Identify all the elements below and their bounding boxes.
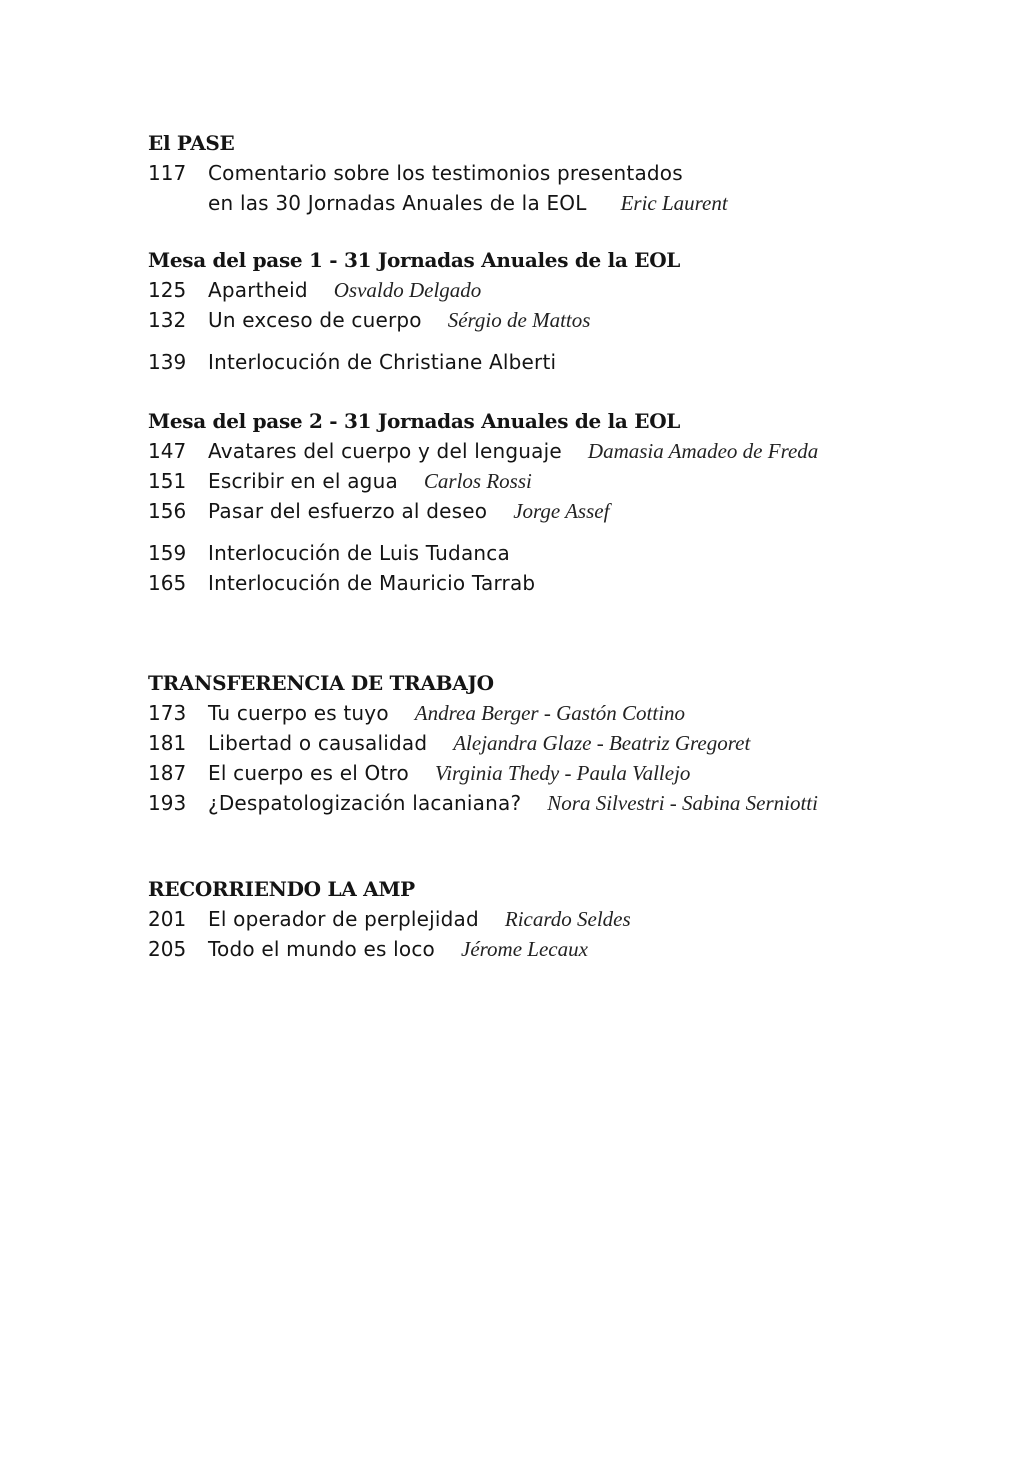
toc-entry (148, 934, 968, 964)
entry-author: Sérgio de Mattos (447, 308, 591, 332)
entry-title: El cuerpo es el Otro (208, 761, 409, 785)
entry-title: Escribir en el agua (208, 469, 398, 493)
entry-title: Tu cuerpo es tuyo (208, 701, 389, 725)
entry-title: Un exceso de cuerpo (208, 308, 422, 332)
entry-title: Interlocución de Christiane Alberti (208, 350, 557, 374)
page-number: 139 (148, 350, 187, 374)
toc-entry (148, 728, 968, 758)
page-number: 125 (148, 278, 187, 302)
entry-author: Nora Silvestri - Sabina Serniotti (547, 791, 818, 815)
entry-title: Comentario sobre los testimonios presentados (208, 161, 683, 185)
toc-entry (148, 347, 968, 377)
entry-title: Todo el mundo es loco (208, 937, 435, 961)
section-heading: TRANSFERENCIA DE TRABAJO (148, 671, 494, 695)
section-mesa-del-pase-2 (148, 406, 968, 598)
entry-author: Jorge Assef (513, 499, 610, 523)
entry-author: Eric Laurent (620, 191, 728, 215)
page-number: 165 (148, 571, 187, 595)
toc-entry (148, 275, 968, 305)
section-heading: Mesa del pase 1 - 31 Jornadas Anuales de la EOL (148, 248, 681, 272)
entry-author: Virginia Thedy - Paula Vallejo (434, 761, 691, 785)
entry-title-continued: en las 30 Jornadas Anuales de la EOL (208, 191, 587, 215)
entry-title: Interlocución de Mauricio Tarrab (208, 571, 536, 595)
entry-title: Interlocución de Luis Tudanca (208, 541, 510, 565)
toc-entry (148, 698, 968, 728)
page-number: 181 (148, 731, 187, 755)
toc-entry (148, 496, 968, 526)
entry-title: El operador de perplejidad (208, 907, 479, 931)
entry-title: ¿Despatologización lacaniana? (208, 791, 522, 815)
entry-author: Andrea Berger - Gastón Cottino (414, 701, 686, 725)
page-number: 132 (148, 308, 187, 332)
section-heading: RECORRIENDO LA AMP (148, 877, 415, 901)
toc-entry-continuation (148, 188, 968, 218)
entry-title: Apartheid (208, 278, 308, 302)
entry-author: Osvaldo Delgado (333, 278, 482, 302)
page-number: 187 (148, 761, 187, 785)
entry-title: Libertad o causalidad (208, 731, 428, 755)
entry-title: Avatares del cuerpo y del lenguaje (208, 439, 562, 463)
page-number: 159 (148, 541, 187, 565)
section-heading: Mesa del pase 2 - 31 Jornadas Anuales de la EOL (148, 409, 681, 433)
toc-entry (148, 158, 968, 188)
entry-author: Carlos Rossi (423, 469, 532, 493)
page-number: 205 (148, 937, 187, 961)
toc-entry (148, 436, 968, 466)
entry-author: Alejandra Glaze - Beatriz Gregoret (453, 731, 751, 755)
toc-entry (148, 538, 968, 568)
entry-author: Jérome Lecaux (461, 937, 588, 961)
toc-entry (148, 904, 968, 934)
toc-entry (148, 788, 968, 818)
entry-author: Damasia Amadeo de Freda (587, 439, 819, 463)
page-number: 151 (148, 469, 187, 493)
entry-author: Ricardo Seldes (504, 907, 631, 931)
page-number: 193 (148, 791, 187, 815)
section-el-pase (148, 128, 968, 218)
toc-entry (148, 466, 968, 496)
toc-entry (148, 568, 968, 598)
section-heading: El PASE (148, 131, 235, 155)
page-number: 147 (148, 439, 187, 463)
page-number: 173 (148, 701, 187, 725)
section-recorriendo-la-amp (148, 874, 968, 964)
page-number: 156 (148, 499, 187, 523)
section-mesa-del-pase-1 (148, 245, 968, 377)
toc-entry (148, 305, 968, 335)
toc-entry (148, 758, 968, 788)
section-transferencia-de-trabajo (148, 668, 968, 818)
entry-title: Pasar del esfuerzo al deseo (208, 499, 488, 523)
page-number: 201 (148, 907, 187, 931)
page-number: 117 (148, 161, 187, 185)
